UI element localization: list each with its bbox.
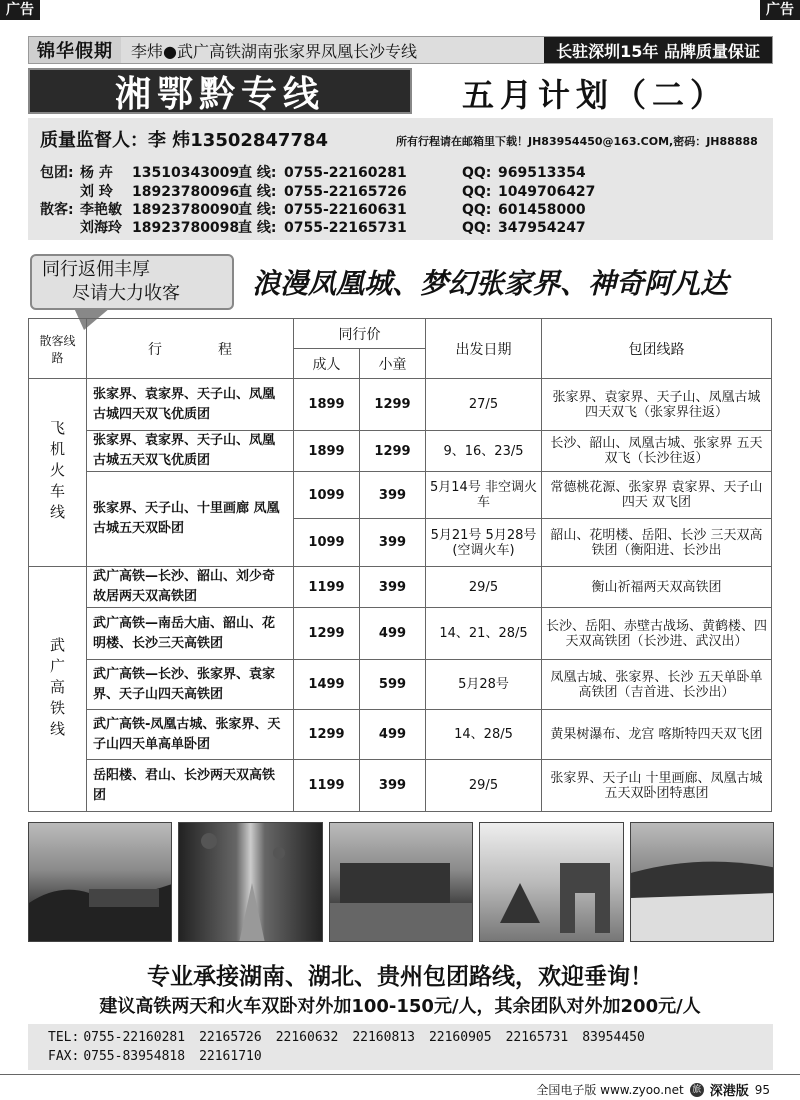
photo-riverside-town-art xyxy=(29,823,172,942)
child-price: 399 xyxy=(360,472,426,519)
itinerary-cell: 武广高铁-凤凰古城、张家界、天子山四天单高单卧团 xyxy=(87,710,294,760)
ad-tag-left: 广告 xyxy=(0,0,40,20)
photo-river-view-art xyxy=(631,823,774,942)
photo-riverside-town xyxy=(28,822,172,942)
category-cell: 武广高铁线 xyxy=(29,567,87,812)
quality-supervisor: 质量监督人：李 炜13502847784 xyxy=(40,130,329,151)
adult-price: 1499 xyxy=(294,660,360,710)
col-header-price: 同行价 xyxy=(294,319,426,349)
package-route: 凤凰古城、张家界、长沙 五天单卧单高铁团（吉首进、长沙出） xyxy=(542,660,772,710)
table-row xyxy=(29,567,772,608)
banner-route: 李炜●武广高铁湖南张家界凤凰长沙专线 xyxy=(131,41,417,61)
child-price: 399 xyxy=(360,519,426,567)
tel-line: TEL: 0755-22160281 22165726 22160632 22160813 22160905 22165731 83954450 xyxy=(48,1030,645,1045)
adult-price: 1199 xyxy=(294,567,360,608)
contact-row: 散客: 李艳敏 18923780090直 线: 0755-22160631 QQ: 601458000 xyxy=(40,202,586,218)
fax-line: FAX: 0755-83954818 22161710 xyxy=(48,1049,262,1064)
footer-divider xyxy=(0,1074,800,1075)
departure-dates: 5月28号 xyxy=(426,660,542,710)
departure-dates: 5月21号 5月28号 (空调火车) xyxy=(426,519,542,567)
bubble-line: 尽请大力收客 xyxy=(72,283,180,304)
promo-surcharge-note: 建议高铁两天和火车双卧对外加100-150元/人，其余团队对外加200元/人 xyxy=(99,996,701,1017)
departure-dates: 29/5 xyxy=(426,760,542,812)
photo-old-street-art xyxy=(179,823,322,942)
child-price: 399 xyxy=(360,760,426,812)
photo-stilt-houses xyxy=(329,822,473,942)
package-route: 衡山祈福两天双高铁团 xyxy=(542,567,772,608)
departure-dates: 14、21、28/5 xyxy=(426,608,542,660)
col-header-package: 包团线路 xyxy=(542,319,772,379)
adult-price: 1099 xyxy=(294,472,360,519)
photo-stone-arch-art xyxy=(480,823,623,942)
table-row xyxy=(29,660,772,710)
photo-old-street xyxy=(178,822,322,942)
col-header-child: 小童 xyxy=(360,349,426,379)
table-row xyxy=(29,608,772,660)
contact-row: 刘海玲 18923780098直 线: 0755-22165731 QQ: 347954247 xyxy=(80,220,586,236)
departure-dates: 29/5 xyxy=(426,567,542,608)
table-row xyxy=(29,710,772,760)
phone-fax-bar xyxy=(28,1024,773,1070)
contact-row: 刘 玲 18923780096直 线: 0755-22165726 QQ: 1049706427 xyxy=(80,184,596,200)
footer-site: 全国电子版 www.zyoo.net xyxy=(536,1083,684,1097)
table-row xyxy=(29,760,772,812)
itinerary-cell: 武广高铁—南岳大庙、韶山、花明楼、长沙三天高铁团 xyxy=(87,608,294,660)
package-route: 张家界、天子山 十里画廊、凤凰古城 五天双卧团特惠团 xyxy=(542,760,772,812)
child-price: 1299 xyxy=(360,379,426,431)
col-header-adult: 成人 xyxy=(294,349,360,379)
package-route: 黄果树瀑布、龙宫 喀斯特四天双飞团 xyxy=(542,710,772,760)
plan-title: 五月计划（二） xyxy=(462,76,729,114)
table-row xyxy=(29,379,772,431)
download-note: 所有行程请在邮箱里下载！JH83954450@163.COM,密码：JH88888 xyxy=(396,135,758,148)
adult-price: 1199 xyxy=(294,760,360,812)
itinerary-cell: 武广高铁—长沙、韶山、刘少奇故居两天双高铁团 xyxy=(87,567,294,608)
child-price: 399 xyxy=(360,567,426,608)
page-footer xyxy=(536,1080,770,1099)
departure-dates: 14、28/5 xyxy=(426,710,542,760)
photo-stilt-houses-art xyxy=(330,823,473,942)
departure-dates: 27/5 xyxy=(426,379,542,431)
agency-banner xyxy=(28,36,773,64)
page-title: 湘鄂黔专线 xyxy=(28,68,412,114)
itinerary-table xyxy=(28,318,772,812)
child-price: 1299 xyxy=(360,431,426,472)
headline: 浪漫凤凰城、梦幻张家界、神奇阿凡达 xyxy=(252,267,729,300)
departure-dates: 9、16、23/5 xyxy=(426,431,542,472)
departure-dates: 5月14号 非空调火车 xyxy=(426,472,542,519)
adult-price: 1099 xyxy=(294,519,360,567)
child-price: 599 xyxy=(360,660,426,710)
itinerary-cell: 武广高铁—长沙、张家界、袁家界、天子山四天高铁团 xyxy=(87,660,294,710)
table-row xyxy=(29,431,772,472)
category-cell: 飞机火车线 xyxy=(29,379,87,567)
adult-price: 1899 xyxy=(294,431,360,472)
adult-price: 1299 xyxy=(294,710,360,760)
table-row xyxy=(29,472,772,519)
adult-price: 1299 xyxy=(294,608,360,660)
child-price: 499 xyxy=(360,608,426,660)
package-route: 韶山、花明楼、岳阳、长沙 三天双高铁团（衡阳进、长沙出 xyxy=(542,519,772,567)
col-header-itinerary: 行 程 xyxy=(87,319,294,379)
logo-icon: 旅 xyxy=(690,1083,704,1097)
child-price: 499 xyxy=(360,710,426,760)
contact-panel xyxy=(28,118,773,240)
photo-stone-arch xyxy=(479,822,623,942)
package-route: 张家界、袁家界、天子山、凤凰古城 四天双飞（张家界往返） xyxy=(542,379,772,431)
col-header-dates: 出发日期 xyxy=(426,319,542,379)
itinerary-cell: 张家界、天子山、十里画廊 凤凰古城五天双卧团 xyxy=(87,472,294,567)
itinerary-cell: 张家界、袁家界、天子山、凤凰古城五天双飞优质团 xyxy=(87,431,294,472)
package-route: 常德桃花源、张家界 袁家界、天子山四天 双飞团 xyxy=(542,472,772,519)
itinerary-cell: 岳阳楼、君山、长沙两天双高铁团 xyxy=(87,760,294,812)
footer-edition: 深港版 xyxy=(709,1084,749,1099)
promo-headline: 专业承接湖南、湖北、贵州包团路线，欢迎垂询！ xyxy=(147,964,653,990)
banner-slogan: 长驻深圳15年 品牌质量保证 xyxy=(544,37,772,63)
photo-river-view xyxy=(630,822,774,942)
contact-row: 包团: 杨 卉 13510343009直 线: 0755-22160281 QQ: 969513354 xyxy=(40,165,586,181)
package-route: 长沙、岳阳、赤壁古战场、黄鹤楼、四天双高铁团（长沙进、武汉出） xyxy=(542,608,772,660)
package-route: 长沙、韶山、凤凰古城、张家界 五天双飞（长沙往返） xyxy=(542,431,772,472)
page-number: 95 xyxy=(754,1082,770,1097)
col-header-category: 散客线路 xyxy=(29,319,87,379)
bubble-line: 同行返佣丰厚 xyxy=(42,259,150,280)
ad-tag-right: 广告 xyxy=(760,0,800,20)
adult-price: 1899 xyxy=(294,379,360,431)
commission-bubble xyxy=(30,254,234,310)
scenery-photos xyxy=(28,822,774,942)
itinerary-cell: 张家界、袁家界、天子山、凤凰古城四天双飞优质团 xyxy=(87,379,294,431)
brand-name: 锦华假期 xyxy=(29,37,121,63)
